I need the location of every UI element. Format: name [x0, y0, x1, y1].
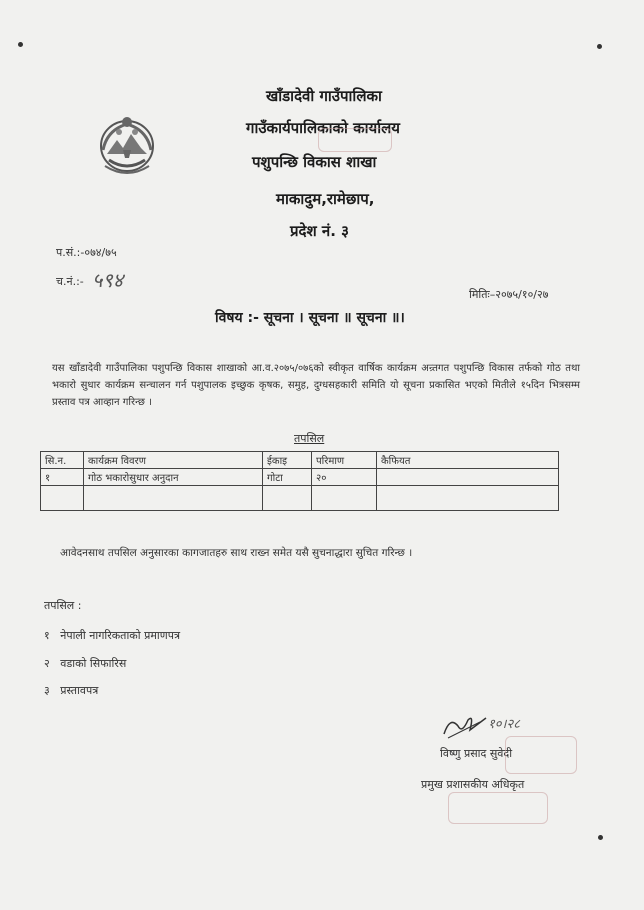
dispatch-number-handwritten: ५९४: [92, 268, 124, 292]
signatory-name: विष्णु प्रसाद सुवेदी: [440, 747, 513, 760]
official-stamp: [505, 736, 577, 774]
list-item-number: १: [44, 629, 50, 642]
table-cell: गोठ भकारोसुधार अनुदान: [84, 469, 263, 486]
table-cell: १: [41, 469, 84, 486]
details-table: [40, 451, 559, 511]
office-stamp: [318, 128, 392, 152]
list-item: [44, 683, 98, 698]
header-office: गाउँकार्यपालिकाको कार्यालय: [246, 119, 401, 137]
table-title: तपसिल: [294, 432, 325, 445]
table-header-row: [41, 452, 559, 469]
reference-number: प.सं.:-०७४/७५: [56, 246, 117, 259]
signatory-title: प्रमुख प्रशासकीय अधिकृत: [421, 778, 525, 791]
table-cell: [263, 486, 312, 511]
table-row-empty: [41, 486, 559, 511]
list-item: [44, 656, 126, 671]
table-cell: [41, 486, 84, 511]
list-title: तपसिल :: [44, 599, 82, 612]
table-cell: २०: [312, 469, 377, 486]
signature-date-handwritten: १०।२८: [488, 717, 520, 732]
list-item-text: वडाको सिफारिस: [60, 657, 127, 670]
attachment-note: आवेदनसाथ तपसिल अनुसारका कागजातहरु साथ राख्न समेत यसै सुचनाद्धारा सुचित गरिन्छ ।: [60, 547, 413, 559]
signature-scribble: [440, 712, 490, 742]
table-cell: गोटा: [263, 469, 312, 486]
list-item-number: २: [44, 657, 50, 670]
header-address: माकादुम,रामेछाप,: [276, 190, 375, 208]
notice-body: यस खाँडादेवी गाउँपालिका पशुपन्छि विकास शाखाको आ.व.२०७५/०७६को स्वीकृत वार्षिक कार्यक्रम अन्र्तगत पशुपन्छि विकास तर्फको गोठ तथा भकारो सुधार कार्यक्रम सन्चालन गर्न पशुपालक इच्छुक कृषक, समुह, दुग्धसहकारी समिति यो सूचना प्रकासित भएको मितीले १५दिन भित्रसम्म प्रस्ताव पत्र आव्हान गरिन्छ ।: [52, 363, 580, 408]
table-header-cell: सि.न.: [41, 452, 84, 469]
list-item-text: प्रस्तावपत्र: [60, 684, 99, 697]
table-header-cell: ईकाइ: [263, 452, 312, 469]
official-stamp: [448, 792, 548, 824]
nepal-government-emblem-icon: [93, 110, 161, 180]
table-header-cell: कैफियत: [377, 452, 559, 469]
table-cell: [377, 469, 559, 486]
punch-dot: [597, 44, 602, 49]
table-header-cell: कार्यक्रम विवरण: [84, 452, 263, 469]
header-municipality: खाँडादेवी गाउँपालिका: [266, 87, 382, 105]
table-cell: [377, 486, 559, 511]
table-cell: [312, 486, 377, 511]
punch-dot: [598, 835, 603, 840]
punch-dot: [18, 42, 23, 47]
list-item-number: ३: [44, 684, 50, 697]
dispatch-label: च.नं.:-: [56, 275, 84, 288]
table-cell: [84, 486, 263, 511]
table-header-cell: परिमाण: [312, 452, 377, 469]
header-province: प्रदेश नं. ३: [290, 222, 349, 240]
subject-line: विषय :- सूचना । सूचना ॥ सूचना ॥।: [215, 310, 405, 326]
document-date: मितिः–२०७५/१०/२७: [469, 288, 549, 301]
list-item-text: नेपाली नागरिकताको प्रमाणपत्र: [60, 629, 181, 642]
header-branch: पशुपन्छि विकास शाखा: [252, 153, 377, 171]
table-row: [41, 469, 559, 486]
list-item: [44, 628, 180, 643]
